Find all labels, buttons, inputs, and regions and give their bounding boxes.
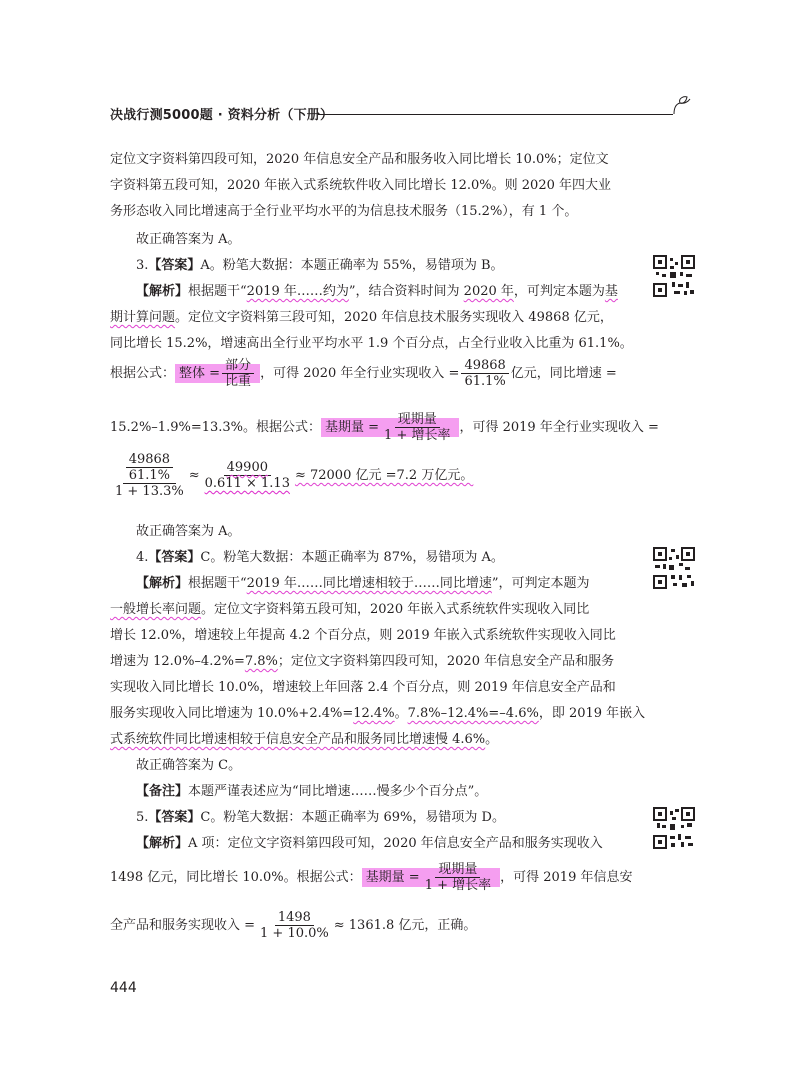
note-tag: 【备注】 <box>136 784 189 799</box>
text-span: 。 <box>485 732 499 747</box>
text-line: 增长 12.0%，增速较上年提高 4.2 个百分点，则 2019 年嵌入式系统软件实现收入同比 <box>110 628 616 643</box>
underlined-keyword: 2019 年……同比增速相较于……同比增速 <box>246 576 492 591</box>
answer-text: C。粉笔大数据：本题正确率为 69%，易错项为 D。 <box>200 810 505 825</box>
underlined-keyword: 期计算问题 <box>110 310 176 325</box>
formula-highlight <box>362 862 500 893</box>
underlined-keyword: 2019 年……约为 <box>246 284 349 299</box>
underlined-keyword: 一般增长率问题 <box>110 602 202 617</box>
sprout-icon <box>670 94 700 116</box>
denominator: 61.1% <box>464 374 506 389</box>
text-span: ，可判定本题为 <box>513 284 605 299</box>
underlined-keyword: 7.8%–12.4%=–4.6% <box>407 706 539 721</box>
answer-tag: 【答案】 <box>148 550 201 565</box>
numerator: 现期量 <box>435 862 480 878</box>
fraction <box>461 358 508 389</box>
formula-lhs: 整体 = <box>179 366 221 381</box>
text-span: A 项：定位文字资料第四段可知，2020 年信息安全产品和服务实现收入 <box>188 836 603 851</box>
text-span: 服务实现收入同比增速为 10.0%+2.4%= <box>110 706 354 721</box>
denominator: 比重 <box>225 374 252 389</box>
text-line: 字资料第五段可知，2020 年嵌入式系统软件收入同比增长 12.0%。则 2020 年四大业 <box>110 178 611 193</box>
text-span: 增速为 12.0%–4.2%= <box>110 654 245 669</box>
q3-answer-line <box>136 254 504 273</box>
answer-text: C。粉笔大数据：本题正确率为 87%，易错项为 A。 <box>200 550 504 565</box>
text-span: ≈ 72000 亿元 =7.2 万亿元。 <box>294 468 474 483</box>
q4-analysis-line-2 <box>110 598 589 617</box>
text-span: 亿元，同比增速 = <box>510 366 617 381</box>
analysis-tag: 【解析】 <box>136 836 189 851</box>
underlined-keyword: 12.4% <box>353 706 395 721</box>
text-line: 实现收入同比增长 10.0%，增速较上年回落 2.4 个百分点，则 2019 年信息安全产品和 <box>110 680 616 695</box>
text-span: ”，结合资料时间为 <box>348 284 464 299</box>
q4-note-line <box>136 780 487 799</box>
denominator: 1 + 13.3% <box>115 484 184 499</box>
answer-tag: 【答案】 <box>148 258 201 273</box>
numerator <box>123 452 176 484</box>
denominator: 1 + 10.0% <box>260 926 329 941</box>
compound-fraction <box>112 452 187 499</box>
text-span: ”，可判定本题为 <box>491 576 590 591</box>
q3-formula-line-1 <box>110 358 617 389</box>
q3-formula-line-2 <box>110 412 659 443</box>
text-span: 。 <box>394 706 408 721</box>
text-span: ≈ <box>188 468 200 483</box>
q4-analysis-line-6 <box>110 702 645 721</box>
question-number: 3. <box>136 258 149 273</box>
conclusion-line: 故正确答案为 C。 <box>136 758 242 773</box>
answer-text: A。粉笔大数据：本题正确率为 55%，易错项为 B。 <box>200 258 504 273</box>
conclusion-line: 故正确答案为 A。 <box>136 232 241 247</box>
text-span: 根据公式： <box>110 366 176 381</box>
denominator: 1 + 增长率 <box>384 428 451 443</box>
text-line: 定位文字资料第四段可知，2020 年信息安全产品和服务收入同比增长 10.0%；定位文 <box>110 152 609 167</box>
text-span: 。定位文字资料第三段可知，2020 年信息技术服务实现收入 49868 亿元， <box>175 310 613 325</box>
q5-formula-line-2 <box>110 910 476 941</box>
denominator: 0.611 × 1.13 <box>204 476 290 491</box>
q4-analysis-line-4 <box>110 650 614 669</box>
q4-answer-line <box>136 546 504 565</box>
answer-tag: 【答案】 <box>148 810 201 825</box>
text-span: 1498 亿元，同比增长 10.0%。根据公式： <box>110 870 362 885</box>
text-span: 根据题干“ <box>188 284 247 299</box>
underlined-keyword: 基 <box>604 284 618 299</box>
denominator: 1 + 增长率 <box>424 878 492 893</box>
book-title-header: 决战行测5000题 · 资料分析（下册） <box>110 108 334 123</box>
text-span: 15.2%–1.9%=13.3%。根据公式： <box>110 420 322 435</box>
formula-lhs: 基期量 = <box>325 420 380 435</box>
q4-analysis-line-1 <box>136 572 590 591</box>
analysis-tag: 【解析】 <box>136 284 189 299</box>
text-span: ≈ 1361.8 亿元，正确。 <box>333 918 477 933</box>
underlined-keyword: 2020 年 <box>463 284 514 299</box>
formula-highlight <box>175 358 260 389</box>
qr-code-icon[interactable] <box>652 546 696 590</box>
qr-code-icon[interactable] <box>652 254 696 298</box>
numerator: 1498 <box>275 910 314 926</box>
text-span: 。定位文字资料第五段可知，2020 年嵌入式系统软件实现收入同比 <box>201 602 590 617</box>
numerator: 现期量 <box>395 412 440 428</box>
text-span: 根据题干“ <box>188 576 247 591</box>
fraction <box>222 358 254 389</box>
q5-analysis-line-1 <box>136 832 603 851</box>
fraction <box>126 452 173 483</box>
text-line: 务形态收入同比增速高于全行业平均水平的为信息技术服务（15.2%），有 1 个。 <box>110 204 578 219</box>
text-line: 同比增长 15.2%，增速高出全行业平均水平 1.9 个百分点，占全行业收入比重为 61.1%。 <box>110 336 633 351</box>
numerator: 49868 <box>126 452 173 468</box>
numerator: 部分 <box>222 358 254 374</box>
header-divider <box>318 114 673 115</box>
question-number: 5. <box>136 810 149 825</box>
qr-code-icon[interactable] <box>652 806 696 850</box>
q3-analysis-line-1 <box>136 280 618 299</box>
numerator: 49868 <box>461 358 508 374</box>
text-span: ，可得 2019 年全行业实现收入 = <box>459 420 659 435</box>
numerator: 49900 <box>224 460 271 476</box>
text-span: 全产品和服务实现收入 = <box>110 918 256 933</box>
fraction <box>257 910 332 941</box>
text-span: 本题严谨表述应为“同比增速……慢多少个百分点”。 <box>188 784 488 799</box>
q5-answer-line <box>136 806 505 825</box>
formula-lhs: 基期量 = <box>365 870 420 885</box>
q3-analysis-line-2 <box>110 306 613 325</box>
formula-highlight <box>321 412 459 443</box>
fraction <box>422 862 494 893</box>
text-span: ，可得 2020 年全行业实现收入 = <box>260 366 460 381</box>
conclusion-line: 故正确答案为 A。 <box>136 524 241 539</box>
fraction <box>381 412 453 443</box>
q4-analysis-line-7 <box>110 728 498 747</box>
denominator: 61.1% <box>128 468 171 483</box>
underlined-keyword: 7.8% <box>244 654 278 669</box>
q3-formula-line-3 <box>110 452 473 499</box>
analysis-tag: 【解析】 <box>136 576 189 591</box>
text-span: ，可得 2019 年信息安 <box>500 870 633 885</box>
text-span: ，即 2019 年嵌入 <box>538 706 646 721</box>
fraction <box>202 460 293 491</box>
question-number: 4. <box>136 550 149 565</box>
q5-formula-line-1 <box>110 862 632 893</box>
underlined-keyword: 式系统软件同比增速相较于信息安全产品和服务同比增速慢 4.6% <box>110 732 486 747</box>
text-span: ；定位文字资料第四段可知，2020 年信息安全产品和服务 <box>277 654 615 669</box>
page-number: 444 <box>110 980 137 996</box>
